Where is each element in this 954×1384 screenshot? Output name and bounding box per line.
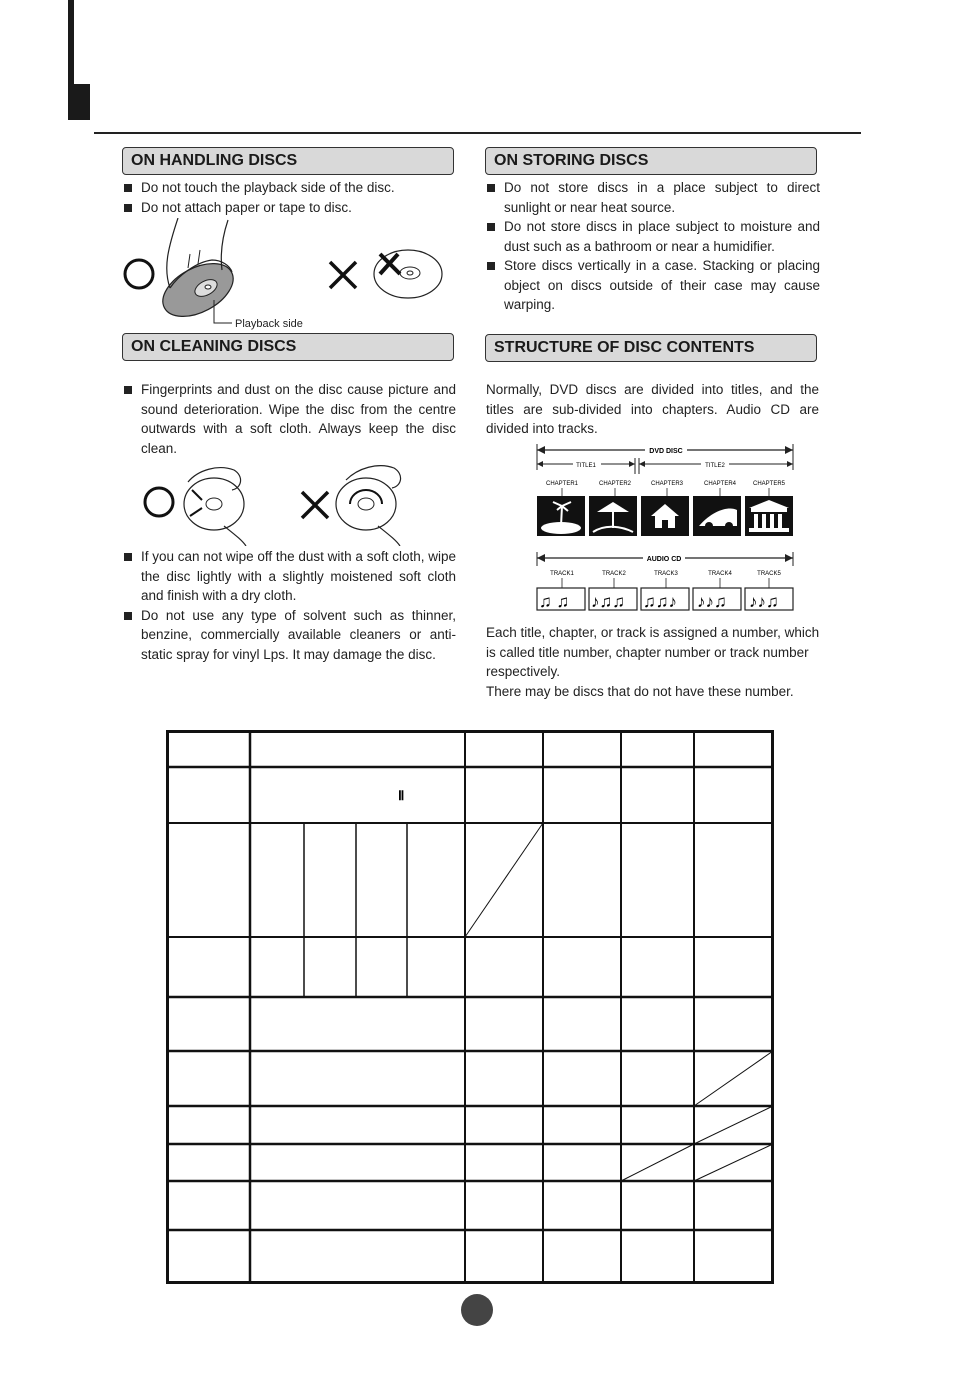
wiping-disc-circular-icon [336,466,401,546]
list-item: If you can not wipe off the dust with a soft cloth, wipe the disc lightly with a slightly moistened soft cloth and finish with a dry cloth. [123,547,456,606]
list-item: Do not use any type of solvent such as thinner, benzine, commercially available cleaners or anti-static spray for vinyl Lps. It may damage the disc. [123,606,456,665]
structure-outro-line: There may be discs that do not have these number. [486,683,794,699]
audio-cd-label: AUDIO CD [646,556,682,563]
list-item: Do not touch the playback side of the disc. [123,178,458,198]
handling-illustration [118,218,458,330]
cleaning-list-bottom [123,547,456,664]
na-slash [465,823,543,937]
list-item: Do not store discs in a place subject to direct sunlight or near heat source. [486,178,820,217]
na-slash [694,1144,773,1181]
chapter-label: CHAPTER4 [703,481,737,487]
hand-holding-disc-icon [154,218,242,327]
storing-list [486,178,820,315]
structure-outro-line: Each title, chapter, or track is assigned a number, which is called title number, chapter number or track number respectively. [486,625,820,679]
page-number-marker [461,1294,493,1326]
structure-heading: STRUCTURE OF DISC CONTENTS [485,334,817,362]
playback-side-caption: Playback side [235,318,303,330]
title-label: TITLE1 [576,463,596,469]
chapter-label: CHAPTER2 [598,481,632,487]
storing-heading: ON STORING DISCS [485,147,817,175]
wrong-x-icon [302,492,328,518]
track-label: TRACK2 [602,571,626,577]
chapter-label: CHAPTER1 [545,481,579,487]
ok-circle-icon [145,488,173,516]
disc-with-tape-icon [374,250,442,298]
music-note-icon: ♪♪♫ [697,592,727,611]
track-label: TRACK1 [550,571,574,577]
title-label: TITLE2 [705,463,725,469]
cleaning-heading: ON CLEANING DISCS [122,333,454,361]
cleaning-illustration [138,460,428,546]
disc-structure-diagram [533,440,797,616]
list-item: Do not store discs in place subject to moisture and dust such as a bathroom or near a humidifier. [486,217,820,256]
list-item: Fingerprints and dust on the disc cause picture and sound deterioration. Wipe the disc from the centre outwards with a soft cloth. Always keep the disc clean. [123,380,456,458]
ok-circle-icon [125,260,153,288]
handling-list [123,178,458,217]
music-note-icon: ♫♫♪ [643,592,677,611]
cleaning-list-top [123,380,456,458]
comparison-table [166,730,774,1284]
structure-outro [486,623,826,701]
structure-intro: Normally, DVD discs are divided into titles, and the titles are sub-divided into chapters. Audio CD are divided into tracks. [486,382,819,436]
music-note-icon: ♪♪♫ [749,592,779,611]
wiping-disc-correct-icon [184,468,246,546]
track-label: TRACK3 [654,571,678,577]
music-note-icon: ♪♫♫ [591,592,625,611]
track-label: TRACK5 [757,571,781,577]
page-edge-block [68,84,90,120]
music-note-icon: ♫ ♫ [539,592,570,611]
header-rule [94,132,861,134]
na-slash [694,1106,773,1144]
na-slash [621,1144,694,1181]
list-item: Do not attach paper or tape to disc. [123,198,458,218]
roman-mark: Ⅱ [398,788,405,803]
chapter-label: CHAPTER3 [650,481,684,487]
wrong-x-icon [330,262,356,288]
dvd-disc-label: DVD DISC [649,448,683,455]
handling-heading: ON HANDLING DISCS [122,147,454,175]
chapter-thumbnails [537,496,793,536]
track-label: TRACK4 [708,571,732,577]
na-slash [694,1051,773,1106]
list-item: Store discs vertically in a case. Stacking or placing object on discs outside of their case may cause warping. [486,256,820,315]
chapter-label: CHAPTER5 [752,481,786,487]
